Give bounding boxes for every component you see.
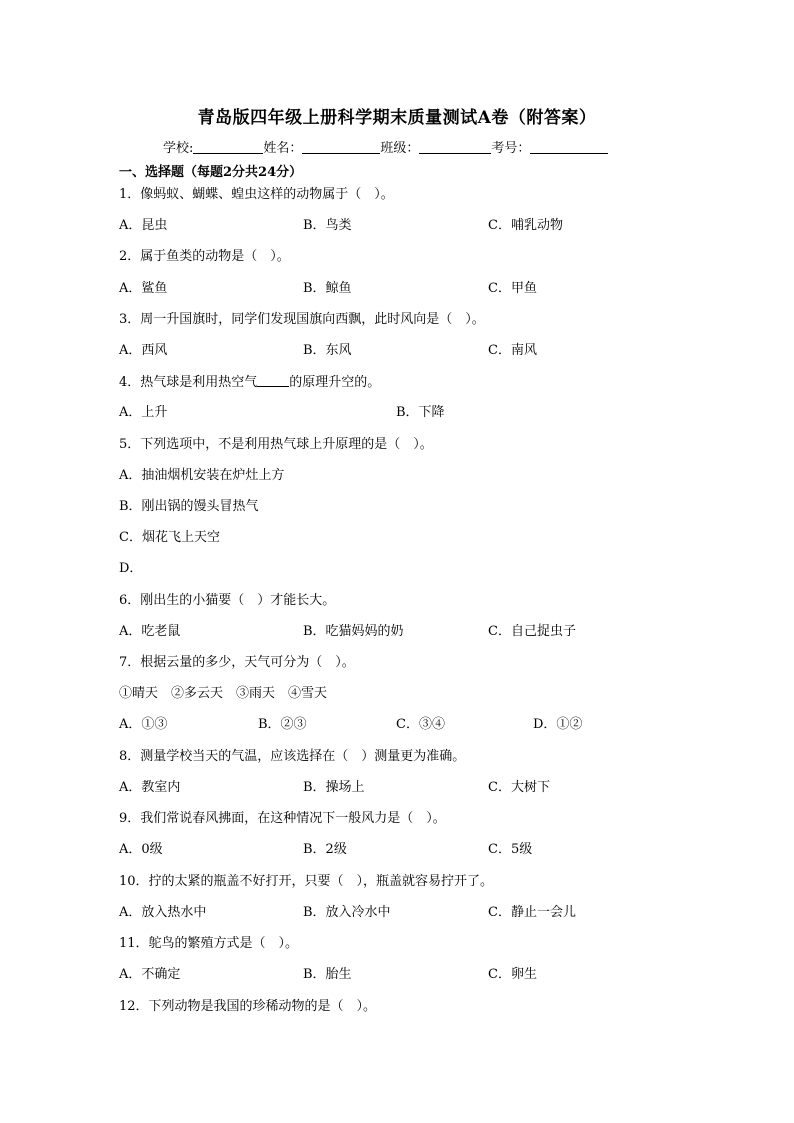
- question-stem: 5．下列选项中，不是利用热气球上升原理的是（ ）。: [119, 437, 433, 452]
- option-a: A．0级: [119, 842, 163, 857]
- option-a: A．①③: [119, 717, 168, 732]
- option-d: D．: [119, 561, 143, 576]
- question-sub-items: ①晴天 ②多云天 ③雨天 ④雪天: [119, 686, 328, 701]
- option-b: B．鸟类: [303, 218, 352, 233]
- question-stem: 10．拧的太紧的瓶盖不好打开，只要（ ），瓶盖就容易拧开了。: [119, 874, 494, 889]
- option-b: B．2级: [303, 842, 347, 857]
- question-stem: 8．测量学校当天的气温，应该选择在（ ）测量更为准确。: [119, 749, 466, 764]
- option-b: B．放入冷水中: [303, 905, 391, 920]
- option-b: B．东风: [303, 343, 352, 358]
- option-b: B．刚出锅的馒头冒热气: [119, 499, 259, 514]
- question-stem: 7．根据云量的多少，天气可分为（ ）。: [119, 655, 355, 670]
- school-field[interactable]: [193, 140, 263, 154]
- question-stem: 1．像蚂蚁、蝴蝶、蝗虫这样的动物属于（ ）。: [119, 187, 394, 202]
- fill-blank: [257, 374, 289, 387]
- option-c: C．5级: [488, 842, 533, 857]
- question-stem-after: 的原理升空的。: [289, 375, 381, 390]
- option-a: A．西风: [119, 343, 168, 358]
- class-label: 班级：: [380, 141, 420, 156]
- page-title: 青岛版四年级上册科学期末质量测试A卷（附答案）: [197, 108, 597, 128]
- question-stem: 12．下列动物是我国的珍稀动物的是（ ）。: [119, 999, 377, 1014]
- question-stem: 9．我们常说春风拂面，在这种情况下一般风力是（ ）。: [119, 811, 446, 826]
- option-c: C．③④: [396, 717, 445, 732]
- school-label: 学校:: [163, 141, 194, 156]
- option-a: A．上升: [119, 405, 168, 420]
- option-a: A．吃老鼠: [119, 624, 181, 639]
- option-c: C．自己捉虫子: [488, 624, 576, 639]
- option-a: A．抽油烟机安装在炉灶上方: [119, 468, 285, 483]
- section-title: 一、选择题（每题2分共24分）: [119, 165, 303, 180]
- option-c: C．甲鱼: [488, 281, 537, 296]
- exam-number-label: 考号：: [491, 141, 531, 156]
- question-stem: 11．鸵鸟的繁殖方式是（ ）。: [119, 936, 299, 951]
- class-field[interactable]: [419, 140, 491, 154]
- option-c: C．静止一会儿: [488, 905, 576, 920]
- option-a: A．昆虫: [119, 218, 168, 233]
- option-d: D．①②: [533, 717, 583, 732]
- option-b: B．下降: [396, 405, 445, 420]
- question-stem: [119, 374, 380, 391]
- option-a: A．放入热水中: [119, 905, 207, 920]
- option-c: C．大树下: [488, 780, 550, 795]
- question-stem: 3．周一升国旗时，同学们发现国旗向西飘，此时风向是（ ）。: [119, 312, 485, 327]
- question-stem: 2．属于鱼类的动物是（ ）。: [119, 249, 290, 264]
- option-b: B．操场上: [303, 780, 365, 795]
- question-stem: 6．刚出生的小猫要（ ）才能长大。: [119, 593, 336, 608]
- option-a: A．教室内: [119, 780, 181, 795]
- option-b: B．吃猫妈妈的奶: [303, 624, 404, 639]
- option-a: A．鲨鱼: [119, 281, 168, 296]
- option-b: B．②③: [258, 717, 307, 732]
- option-c: C．南风: [488, 343, 537, 358]
- option-c: C．烟花飞上天空: [119, 530, 220, 545]
- option-c: C．卵生: [488, 967, 537, 982]
- question-stem-before: 4．热气球是利用热空气: [119, 375, 258, 390]
- option-b: B．鲸鱼: [303, 281, 352, 296]
- option-c: C．哺乳动物: [488, 218, 563, 233]
- option-a: A．不确定: [119, 967, 181, 982]
- student-info-line: [163, 137, 608, 156]
- option-b: B．胎生: [303, 967, 352, 982]
- exam-number-field[interactable]: [530, 140, 608, 154]
- name-label: 姓名：: [263, 141, 303, 156]
- name-field[interactable]: [302, 140, 380, 154]
